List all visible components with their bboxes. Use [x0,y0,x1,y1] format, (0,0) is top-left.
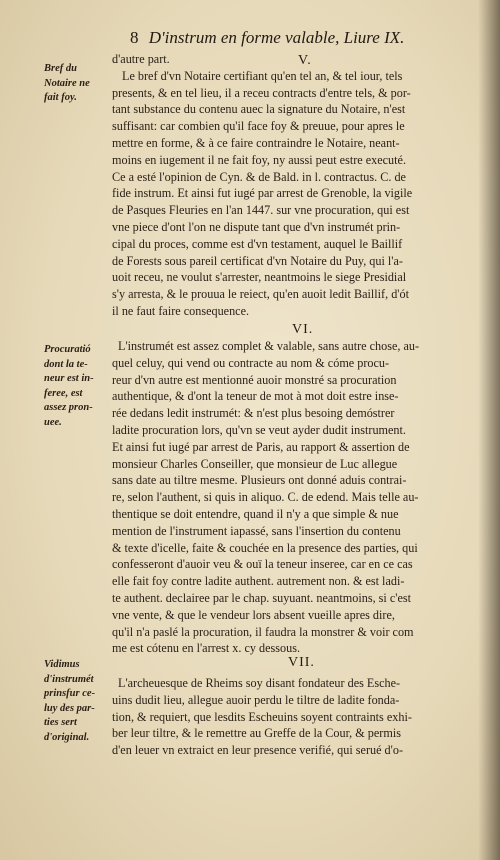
text-line: fide instrum. Et ainsi fut iugé par arrest de Grenoble, la vigile [112,186,413,201]
text-line: & texte d'icelle, faite & couchée en la presence des parties, qui [112,540,418,555]
text-line: tion, & requiert, que lesdits Escheuins soyent contraints exhi- [112,709,412,724]
text-line: re, selon l'authent, si quis in aliquo. C. de edend. Mais telle au- [112,490,419,505]
text-line: Le bref d'vn Notaire certifiant qu'en tel an, & tel iour, tels [122,68,403,83]
text-line: monsieur Charles Conseiller, que monsieur de Luc allegue [112,456,398,471]
margin-note-line: Vidimus [44,659,80,670]
text-line: presents, & en tel lieu, il a receu contracts d'entre tels, & por- [112,85,411,100]
text-line: tant substance du contenu auec la signature du Notaire, n'est [112,102,406,117]
text-line: d'en leuer vn extraict en leur presence verifié, qui serué d'o- [112,743,404,758]
text-line: me est cótenu en l'arrest x. cy dessous. [112,641,301,656]
text-line: L'instrumét est assez complet & valable, sans autre chose, au- [118,339,420,353]
section-heading-vi: VI. [292,322,314,337]
margin-note-line: d'original. [44,731,90,743]
text-line: moins en iugement il ne fait foy, ny aussi peut estre executé. [112,152,406,167]
margin-note-line: neur est in- [44,373,94,384]
text-line: s'y arresta, & le prouua le reiect, qu'en auoit ledit Baillif, d'ót [112,287,409,302]
margin-note-vi [44,343,108,430]
text-line: de Pasques Fleuries en l'an 1447. sur vne procuration, qui est [112,203,410,218]
text-line: authentique, & d'ont la teneur de mot à mot doit estre inse- [112,389,399,404]
margin-note-line: uee. [44,416,62,428]
text-line: ber leur tiltre, & le remettre au Greffe de la Cour, & permis [112,726,401,741]
text-line: te authent. declairee par le chap. suyuant. neantmoins, si c'est [112,590,411,605]
text-line: vne vente, & que le vendeur lors absent vueille apres dire, [112,607,395,622]
text-line: uoit receu, ne voulut s'arrester, neantmoins le siege Presidial [112,270,407,285]
margin-note-vii [44,658,108,745]
margin-note-line: d'instrumét [44,673,94,685]
running-title: D'instrum en forme valable, Liure IX. [148,28,405,47]
margin-note-line: prinsfur ce- [44,688,96,699]
text-line: L'archeuesque de Rheims soy disant fondateur des Esche- [118,676,401,690]
margin-note-v [44,62,108,106]
text-line: ladite procuration lors, qu'vn se veut ayder dudit instrument. [112,422,406,437]
section-vi-text [112,338,488,657]
text-line: quel celuy, qui vend ou contracte au nom & cóme procu- [112,355,390,370]
text-line: qu'il n'a paslé la procuration, il faudra la monstrer & voir com [112,624,414,639]
text-line: il ne faut faire consequence. [112,303,250,318]
section-heading-vii: VII. [288,655,315,670]
margin-note-line: ties sert [44,717,77,728]
text-line: elle fait foy contre ladite authent. autrement non. & est ladi- [112,574,405,589]
text-line: sans date au tiltre mesme. Plusieurs ont donné aduis contrai- [112,473,407,488]
margin-note-line: dont la te- [44,358,88,370]
margin-note-line: Notaire ne [44,77,90,89]
text-line: cipal du proces, comme est d'vn testament, auquel le Baillif [112,236,403,251]
margin-note-line: assez pron- [44,402,93,413]
running-header [130,28,490,48]
text-line: de Forests sous pareil certificat d'vn Notaire du Puy, qui l'a- [112,253,403,268]
margin-note-line: luy des par- [44,702,95,714]
section-heading-v: V. [298,53,312,68]
text-line: confesseront d'auoir veu & ouï la teneur inseree, car en ce cas [112,557,413,572]
text-line: Ce a esté l'opinion de Cyn. & de Bald. in l. contractus. C. de [112,169,406,184]
margin-note-line: Bref du [44,63,77,74]
margin-note-line: feree, est [44,387,83,399]
text-line: d'autre part. [112,52,170,66]
text-line: mention de l'instrument iapassé, sans l'insertion du contenu [112,523,401,538]
margin-note-line: Procuratió [44,344,91,355]
text-line: mettre en forme, & à ce faire contraindre le Notaire, neant- [112,135,400,150]
text-line: uins dudit lieu, allegue auoir perdu le tiltre de ladite fonda- [112,692,400,707]
margin-note-line: fait foy. [44,92,77,103]
text-line: vne piece d'ont l'on ne dispute tant que d'vn instrumét prin- [112,219,401,234]
text-line: rée dedans ledit instrumét: & n'est plus besoing demóstrer [112,406,395,421]
text-line: reur d'vn autre est mentionné auoir monstré sa procuration [112,372,397,387]
page-number: 8 [130,28,139,47]
text-line: suffisant: car combien qu'il face foy & preuue, pour apres le [112,119,405,134]
section-vii-text [112,675,488,759]
section-v-text [112,51,488,320]
text-line: thentique se doit entendre, quand il n'y a que simple & nue [112,506,399,521]
text-line: Et ainsi fut iugé par arrest de Paris, au rapport & assertion de [112,439,410,454]
